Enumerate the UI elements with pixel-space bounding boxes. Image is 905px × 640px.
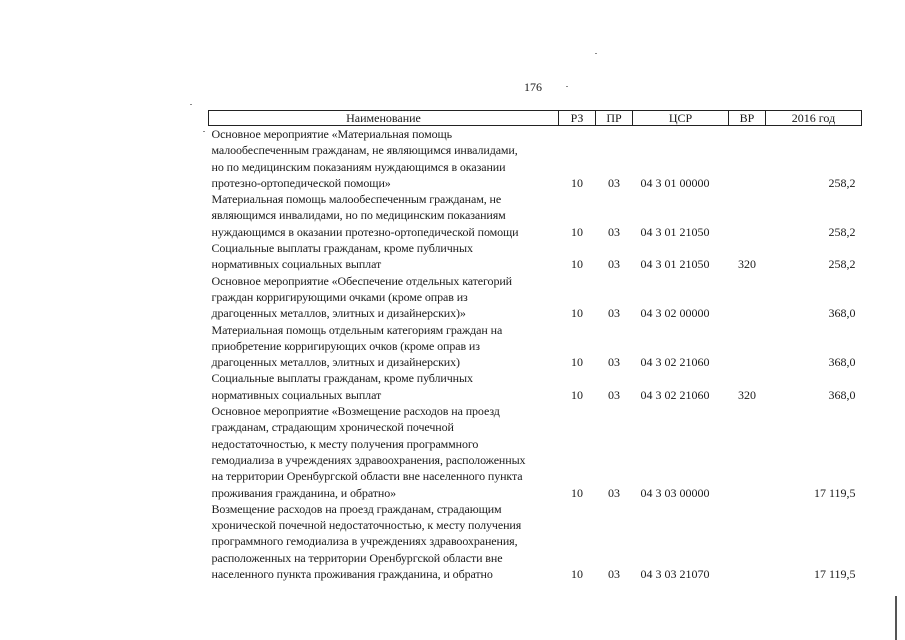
- row-name-line: нормативных социальных выплат: [211, 387, 382, 402]
- table-row: [209, 370, 862, 403]
- row-amount: 17 119,5: [813, 567, 856, 582]
- row-rz: 10: [571, 257, 583, 272]
- row-vr: 320: [738, 257, 756, 272]
- row-name: [209, 501, 559, 582]
- row-csr: 04 3 03 00000: [640, 485, 710, 500]
- row-name-line: на территории Оренбургской области вне населенного пункта: [211, 469, 523, 484]
- header-vr: ВР: [729, 111, 766, 126]
- row-csr: 04 3 01 00000: [640, 175, 710, 190]
- row-name-line: недостаточностью, к месту получения программного: [211, 436, 479, 451]
- row-name-line: Основное мероприятие «Обеспечение отдельных категорий: [211, 273, 513, 288]
- row-name: [209, 403, 559, 501]
- table-row: [209, 501, 862, 582]
- row-name-line: населенного пункта проживания гражданина, и обратно: [211, 567, 493, 582]
- row-name: [209, 370, 559, 403]
- header-pr: ПР: [596, 111, 633, 126]
- scan-speck: [566, 86, 568, 87]
- row-vr: [729, 273, 766, 322]
- row-name-line: Социальные выплаты гражданам, кроме публичных: [211, 241, 473, 256]
- row-amount: 258,2: [828, 175, 856, 190]
- header-csr: ЦСР: [633, 111, 729, 126]
- row-rz: 10: [571, 306, 583, 321]
- row-name: [209, 322, 559, 371]
- page-number: 176: [524, 80, 542, 94]
- row-pr: 03: [608, 355, 620, 370]
- row-pr: 03: [608, 567, 620, 582]
- row-amount: 368,0: [828, 355, 856, 370]
- row-name-line: но по медицинским показаниям нуждающимся в оказании: [211, 159, 506, 174]
- row-name-line: малообеспеченным гражданам, не являющимся инвалидами,: [211, 143, 518, 158]
- row-vr: [729, 191, 766, 240]
- table-row: [209, 240, 862, 273]
- row-vr: [729, 322, 766, 371]
- row-name-line: Основное мероприятие «Возмещение расходов на проезд: [211, 404, 500, 419]
- row-pr: 03: [608, 175, 620, 190]
- row-name-line: расположенных на территории Оренбургской области вне: [211, 550, 503, 565]
- row-name: [209, 126, 559, 192]
- row-vr: [729, 126, 766, 192]
- header-name: Наименование: [209, 111, 559, 126]
- row-csr: 04 3 02 21060: [640, 355, 710, 370]
- row-name-line: драгоценных металлов, элитных и дизайнерских): [211, 355, 460, 370]
- table-row: [209, 322, 862, 371]
- row-amount: 258,2: [828, 224, 856, 239]
- row-amount: 258,2: [828, 257, 856, 272]
- row-name-line: являющимся инвалидами, но по медицинским показаниям: [211, 208, 506, 223]
- table-row: [209, 191, 862, 240]
- scan-speck: [190, 104, 192, 105]
- scan-speck: [595, 53, 597, 54]
- scan-edge-mark: [895, 596, 897, 640]
- row-name-line: Материальная помощь малообеспеченным гражданам, не: [211, 192, 502, 207]
- header-year: 2016 год: [766, 111, 862, 126]
- row-csr: 04 3 01 21050: [640, 257, 710, 272]
- row-name-line: программного гемодиализа в учреждениях здравоохранения,: [211, 534, 518, 549]
- table-body: [209, 126, 862, 583]
- row-name-line: нуждающимся в оказании протезно-ортопедической помощи: [211, 224, 519, 239]
- row-amount: 17 119,5: [813, 485, 856, 500]
- row-csr: 04 3 03 21070: [640, 567, 710, 582]
- row-name: [209, 240, 559, 273]
- row-vr: [729, 403, 766, 501]
- row-name-line: протезно-ортопедической помощи»: [211, 175, 391, 190]
- row-pr: 03: [608, 257, 620, 272]
- row-csr: 04 3 01 21050: [640, 224, 710, 239]
- row-name-line: Материальная помощь отдельным категориям граждан на: [211, 322, 503, 337]
- budget-table: [208, 110, 862, 582]
- row-name-line: драгоценных металлов, элитных и дизайнерских)»: [211, 306, 466, 321]
- row-vr: [729, 501, 766, 582]
- row-csr: 04 3 02 00000: [640, 306, 710, 321]
- row-rz: 10: [571, 567, 583, 582]
- row-rz: 10: [571, 355, 583, 370]
- row-name-line: хронической почечной недостаточностью, к месту получения: [211, 518, 522, 533]
- table-row: [209, 403, 862, 501]
- table-header: [209, 111, 862, 126]
- table-row: [209, 273, 862, 322]
- row-name-line: приобретение корригирующих очков (кроме оправ из: [211, 338, 480, 353]
- scan-speck: [203, 131, 205, 132]
- row-pr: 03: [608, 306, 620, 321]
- row-pr: 03: [608, 485, 620, 500]
- row-name-line: Возмещение расходов на проезд гражданам, страдающим: [211, 501, 502, 516]
- row-name: [209, 191, 559, 240]
- row-name-line: граждан корригирующими очками (кроме оправ из: [211, 289, 468, 304]
- row-rz: 10: [571, 224, 583, 239]
- row-csr: 04 3 02 21060: [640, 387, 710, 402]
- row-pr: 03: [608, 387, 620, 402]
- header-rz: РЗ: [559, 111, 596, 126]
- row-name-line: Социальные выплаты гражданам, кроме публичных: [211, 371, 473, 386]
- row-name: [209, 273, 559, 322]
- row-name-line: Основное мероприятие «Материальная помощь: [211, 127, 452, 141]
- row-amount: 368,0: [828, 387, 856, 402]
- row-rz: 10: [571, 175, 583, 190]
- row-name-line: нормативных социальных выплат: [211, 257, 382, 272]
- row-vr: 320: [738, 387, 756, 402]
- row-name-line: проживания гражданина, и обратно»: [211, 485, 397, 500]
- row-name-line: гражданам, страдающим хронической почечной: [211, 420, 454, 435]
- row-rz: 10: [571, 485, 583, 500]
- row-name-line: гемодиализа в учреждениях здравоохранения, расположенных: [211, 452, 526, 467]
- row-rz: 10: [571, 387, 583, 402]
- row-pr: 03: [608, 224, 620, 239]
- table-row: [209, 126, 862, 192]
- row-amount: 368,0: [828, 306, 856, 321]
